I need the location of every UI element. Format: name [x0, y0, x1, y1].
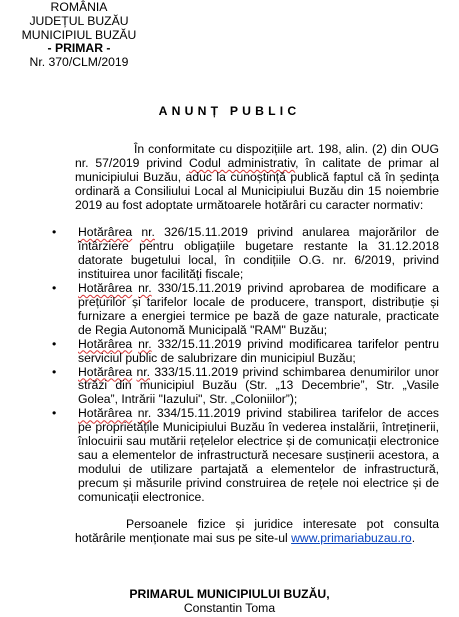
closing-period: . — [411, 530, 416, 545]
document-title: ANUNȚ PUBLIC — [158, 104, 301, 118]
header-registration-number: Nr. 370/CLM/2019 — [29, 55, 129, 70]
list-item: • Hotărârea nr. 330/15.11.2019 privind aprobarea de modificare a prețurilor și tarifelor locale de producere, transport, distribuție și furnizare a energiei termice pe bază de gaze naturale, practicate de Regia Autonomă Municipală "RAM" Buzău; — [52, 282, 439, 338]
website-link[interactable]: www.primariabuzau.ro — [291, 530, 412, 545]
document-header — [0, 1, 158, 70]
list-item: • Hotărârea nr. 333/15.11.2019 privind schimbarea denumirilor unor străzi din municipiul Buzău (Str. „13 Decembrie”, Str. „Vasile Golea”, Intrării "Iazului", Str. „Coloniilor”); — [52, 366, 439, 408]
intro-text-2: , în calitate de primar al municipiului Buzău, aduc la cunoștință publică faptul că în ședința ordinară a Consiliului Local al Municipiului Buzău din 15 noiembrie 2019 au fost adoptate următoarele hotărâri cu caracter normativ: — [75, 155, 440, 212]
header-county: JUDEȚUL BUZĂU — [29, 13, 129, 28]
list-item: • Hotărârea nr. 334/15.11.2019 privind stabilirea tarifelor de acces pe proprietățile Municipiului Buzău în vederea instalării, întreținerii, înlocuirii sau mutării rețelelor electrice și de comunicații electronice sau a elementelor de infrastructură necesare susținerii acestora, a modului de utilizare partajată a elementelor de infrastructură, precum și măsurile privind construirea de rețele noi electrice și de comunicații electronice. — [52, 407, 439, 505]
signature-name: Constantin Toma — [183, 601, 276, 615]
header-role: - PRIMAR - — [47, 41, 111, 56]
intro-code-reference: Codul administrativ — [188, 155, 296, 170]
intro-paragraph — [75, 143, 439, 213]
header-country: ROMÂNIA — [50, 0, 108, 14]
list-item: • Hotărârea nr. 326/15.11.2019 privind anularea majorărilor de întârziere pentru obligațiile bugetare restante la 31.12.2018 datorate bugetului local, în condițiile O.G. nr. 6/2019, privind instituirea unor facilități fiscale; — [52, 226, 439, 282]
intro-text-1: În conformitate cu dispozițiile art. 198, alin. (2) din OUG nr. 57/2019 privind — [75, 142, 439, 170]
closing-text: Persoanele fizice și juridice interesate pot consulta hotărârile menționate mai sus pe site-ul — [75, 517, 439, 545]
decisions-list — [52, 226, 439, 505]
header-municipality: MUNICIPIUL BUZĂU — [21, 27, 137, 42]
signature-title: PRIMARUL MUNICIPIULUI BUZĂU, — [129, 587, 330, 601]
list-item: • Hotărârea nr. 332/15.11.2019 privind modificarea tarifelor pentru serviciul public de salubrizare din municipiul Buzău; — [52, 338, 439, 366]
closing-paragraph — [75, 518, 439, 546]
